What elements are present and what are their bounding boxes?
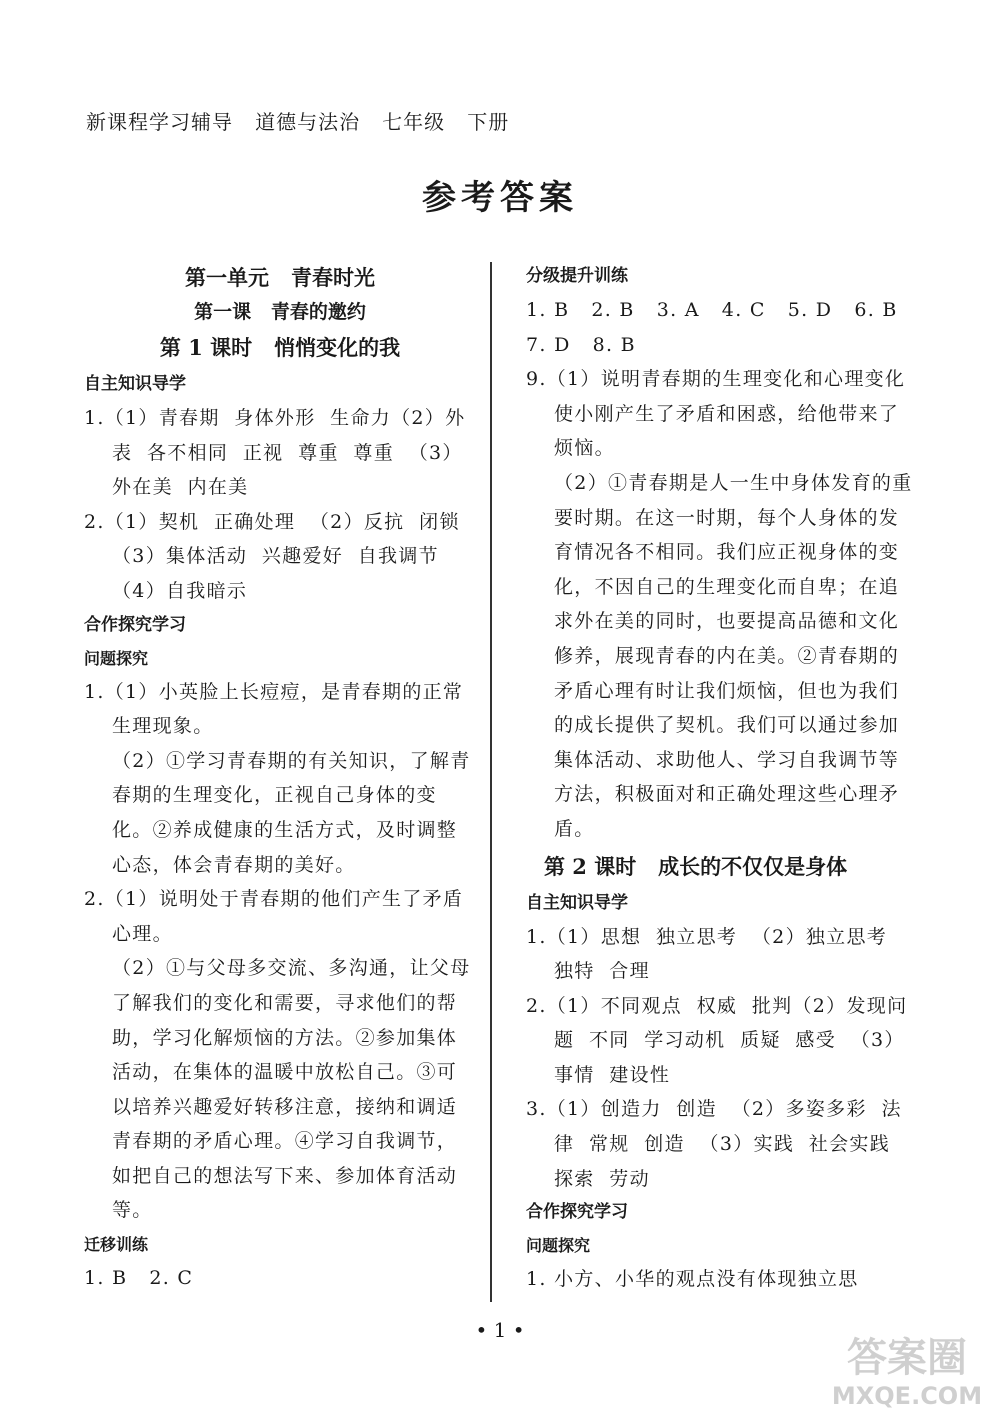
watermark-text: 答案圈 bbox=[847, 1335, 967, 1381]
unit-title: 第一单元 青春时光 bbox=[185, 266, 375, 290]
period-title: 第 1 课时 悄悄变化的我 bbox=[159, 335, 401, 360]
answer-item: 2.（1）契机 正确处理 （2）反抗 闭锁 （3）集体活动 兴趣爱好 自我调节 （4）自我暗示 bbox=[84, 510, 475, 602]
answer-item: （2）①青春期是人一生中身体发育的重要时期。在这一时期，每个人身体的发育情况各不相同。我们应正视身体的变化，不因自己的生理变化而自卑；在追求外在美的同时，也要提高品德和文化修养，展现青春的内在美。②青春期的矛盾心理有时让我们烦恼，但也为我们的成长提供了契机。我们可以通过参加集体活动、求助他人、学习自我调节等方法，积极面对和正确处理这些心理矛盾。 bbox=[554, 471, 913, 840]
answer-item: （2）①学习青春期的有关知识，了解青春期的生理变化，正视自己身体的变化。②养成健康的生活方式，及时调整心态，体会青春期的美好。 bbox=[112, 749, 471, 876]
answer-item: 1.（1）小英脸上长痘痘，是青春期的正常生理现象。 bbox=[84, 680, 464, 738]
answer-item: 1. 小方、小华的观点没有体现独立思 bbox=[526, 1268, 859, 1291]
section-heading: 自主知识导学 bbox=[84, 374, 186, 394]
answer-item: 1.（1）思想 独立思考 （2）独立思考 独特 合理 bbox=[526, 925, 902, 983]
column-divider bbox=[490, 262, 492, 1302]
answer-item: 2.（1）不同观点 权威 批判（2）发现问题 不同 学习动机 质疑 感受 （3）事情 建设性 bbox=[526, 994, 908, 1086]
subsection-heading: 问题探究 bbox=[84, 648, 149, 668]
section-heading: 合作探究学习 bbox=[84, 614, 186, 635]
main-title: 参考答案 bbox=[422, 178, 578, 218]
section-heading: 自主知识导学 bbox=[526, 892, 628, 913]
left-column bbox=[84, 260, 476, 1296]
watermark-url: MXQE.COM bbox=[831, 1382, 983, 1410]
answer-item: 7. D 8. B bbox=[526, 333, 636, 356]
section-heading: 合作探究学习 bbox=[526, 1202, 628, 1223]
answer-item: 1. B 2. C bbox=[84, 1267, 194, 1290]
lesson-title: 第一课 青春的邀约 bbox=[194, 301, 366, 323]
answer-item: 9.（1）说明青春期的生理变化和心理变化使小刚产生了矛盾和困惑，给他带来了烦恼。 bbox=[526, 368, 906, 460]
page-number: • 1 • bbox=[475, 1318, 525, 1342]
subsection-heading: 问题探究 bbox=[526, 1236, 591, 1256]
answer-item: （2）①与父母多交流、多沟通，让父母了解我们的变化和需要，寻求他们的帮助，学习化解烦恼的方法。②参加集体活动，在集体的温暖中放松自己。③可以培养兴趣爱好转移注意，接纳和调适青春期的矛盾心理。④学习自我调节，如把自己的想法写下来、参加体育活动等。 bbox=[112, 957, 471, 1222]
answer-item: 2.（1）说明处于青春期的他们产生了矛盾心理。 bbox=[84, 888, 464, 945]
answer-item: 3.（1）创造力 创造 （2）多姿多彩 法律 常规 创造 （3）实践 社会实践 探索 劳动 bbox=[526, 1098, 905, 1190]
period-title: 第 2 课时 成长的不仅仅是身体 bbox=[544, 853, 848, 879]
subsection-heading: 迁移训练 bbox=[84, 1235, 149, 1255]
section-heading: 分级提升训练 bbox=[526, 266, 628, 286]
watermark-logo bbox=[825, 1326, 990, 1411]
right-column bbox=[526, 260, 918, 1297]
answer-item: 1. B 2. B 3. A 4. C 5. D 6. B bbox=[526, 299, 898, 321]
answer-item: 1.（1）青春期 身体外形 生命力（2）外表 各不相同 正视 尊重 尊重 （3）外在美 内在美 bbox=[84, 407, 466, 499]
book-header: 新课程学习辅导 道德与法治 七年级 下册 bbox=[86, 110, 510, 134]
